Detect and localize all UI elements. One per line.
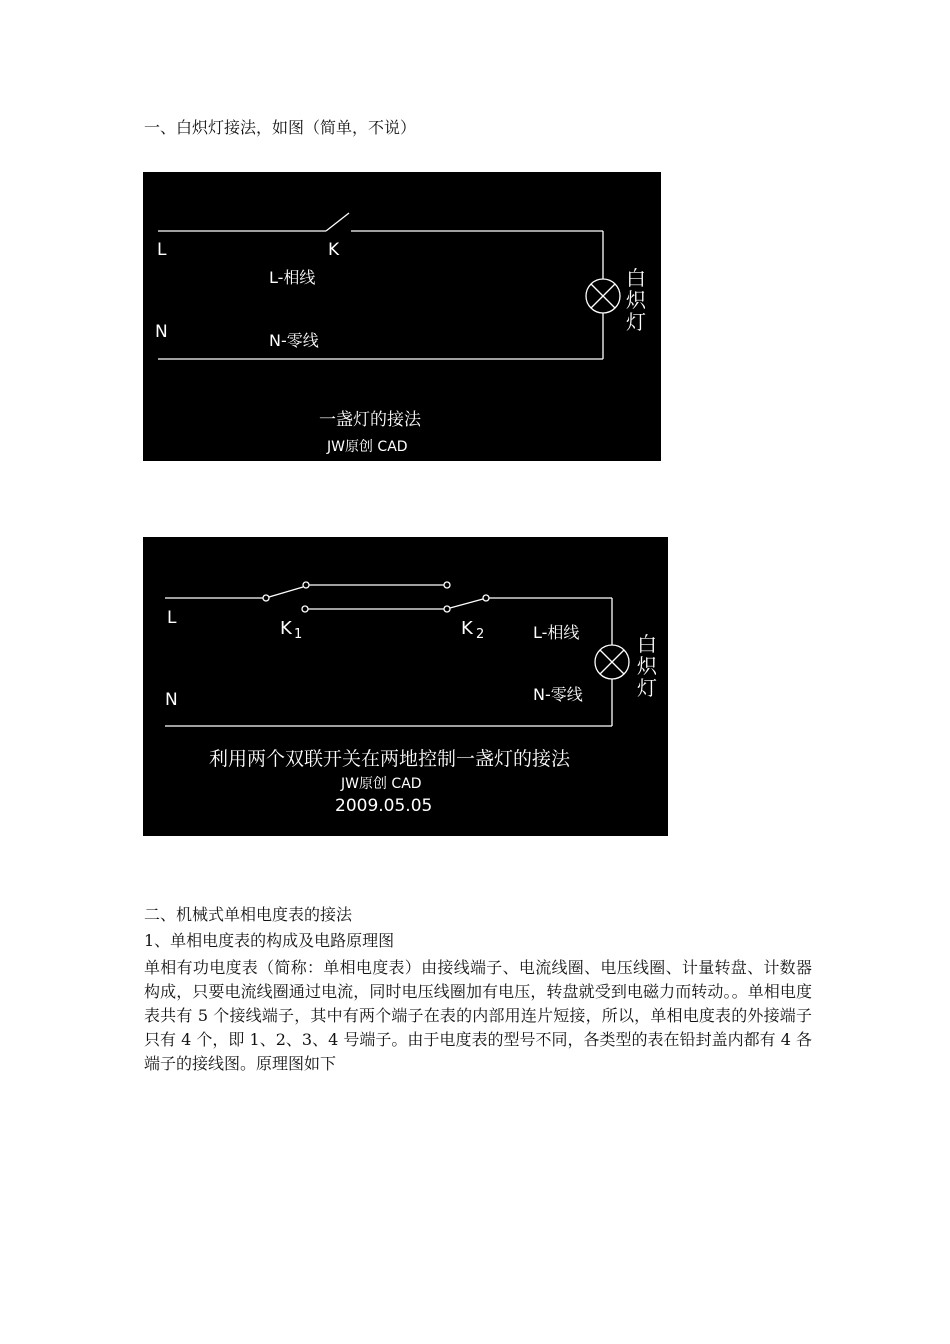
lamp-label-2: 炽	[626, 288, 646, 312]
diagram-single-lamp	[143, 172, 661, 461]
lamp-label-3: 灯	[637, 676, 657, 700]
switch-k-blade	[326, 213, 349, 231]
k2-pivot	[483, 595, 489, 601]
k2-contact-lower	[444, 606, 450, 612]
label-neutral: N-零线	[533, 685, 583, 704]
diagram-two-way-switch	[143, 537, 668, 836]
k2-contact-upper	[444, 582, 450, 588]
label-k: K	[328, 240, 340, 260]
k1-blade	[269, 587, 303, 597]
diagram-credit: JW原创 CAD	[327, 439, 408, 455]
label-k2-subscript: 2	[476, 627, 485, 642]
lamp-label-1: 白	[637, 632, 657, 656]
label-n: N	[155, 322, 168, 342]
k1-pivot	[263, 595, 269, 601]
section2-heading: 二、机械式单相电度表的接法	[144, 905, 353, 924]
k1-contact-upper	[303, 582, 309, 588]
label-k2: K	[461, 618, 473, 639]
section1-heading: 一、白炽灯接法，如图（简单，不说）	[144, 118, 417, 137]
lamp-label-2: 炽	[637, 654, 657, 678]
lamp-symbol	[586, 279, 620, 313]
label-live: L-相线	[269, 268, 316, 287]
diagram-date: 2009.05.05	[335, 796, 433, 816]
label-live: L-相线	[533, 623, 580, 642]
diagram-caption: 利用两个双联开关在两地控制一盏灯的接法	[209, 748, 571, 770]
section2-subheading: 1、单相电度表的构成及电路原理图	[144, 931, 395, 950]
lamp-label-1: 白	[626, 266, 646, 290]
label-l: L	[157, 240, 167, 260]
diagram-credit: JW原创 CAD	[341, 776, 422, 792]
diagram-caption: 一盏灯的接法	[319, 410, 421, 430]
k1-contact-lower	[302, 606, 308, 612]
diagram-single-lamp-svg	[143, 172, 661, 461]
meter-description	[144, 956, 812, 1076]
lamp-symbol	[595, 645, 629, 679]
label-n: N	[165, 690, 178, 710]
label-k1: K	[280, 618, 292, 639]
k2-blade	[450, 599, 483, 608]
label-neutral: N-零线	[269, 331, 319, 350]
lamp-label-3: 灯	[626, 310, 646, 334]
diagram-two-way-switch-svg	[143, 537, 668, 836]
meter-description-text: 单相有功电度表（简称：单相电度表）由接线端子、电流线圈、电压线圈、计量转盘、计数器构成，只要电流线圈通过电流，同时电压线圈加有电压，转盘就受到电磁力而转动。。单相电度表共有 5 个接线端子，其中有两个端子在表的内部用连片短接，所以，单相电度表的外接端子只有 4 个，即 1、2、3、4 号端子。由于电度表的型号不同，各类型的表在铅封盖内都有 4 各端子的接线图。原理图如下	[144, 958, 812, 1073]
label-k1-subscript: 1	[294, 627, 303, 642]
label-l: L	[167, 608, 177, 628]
